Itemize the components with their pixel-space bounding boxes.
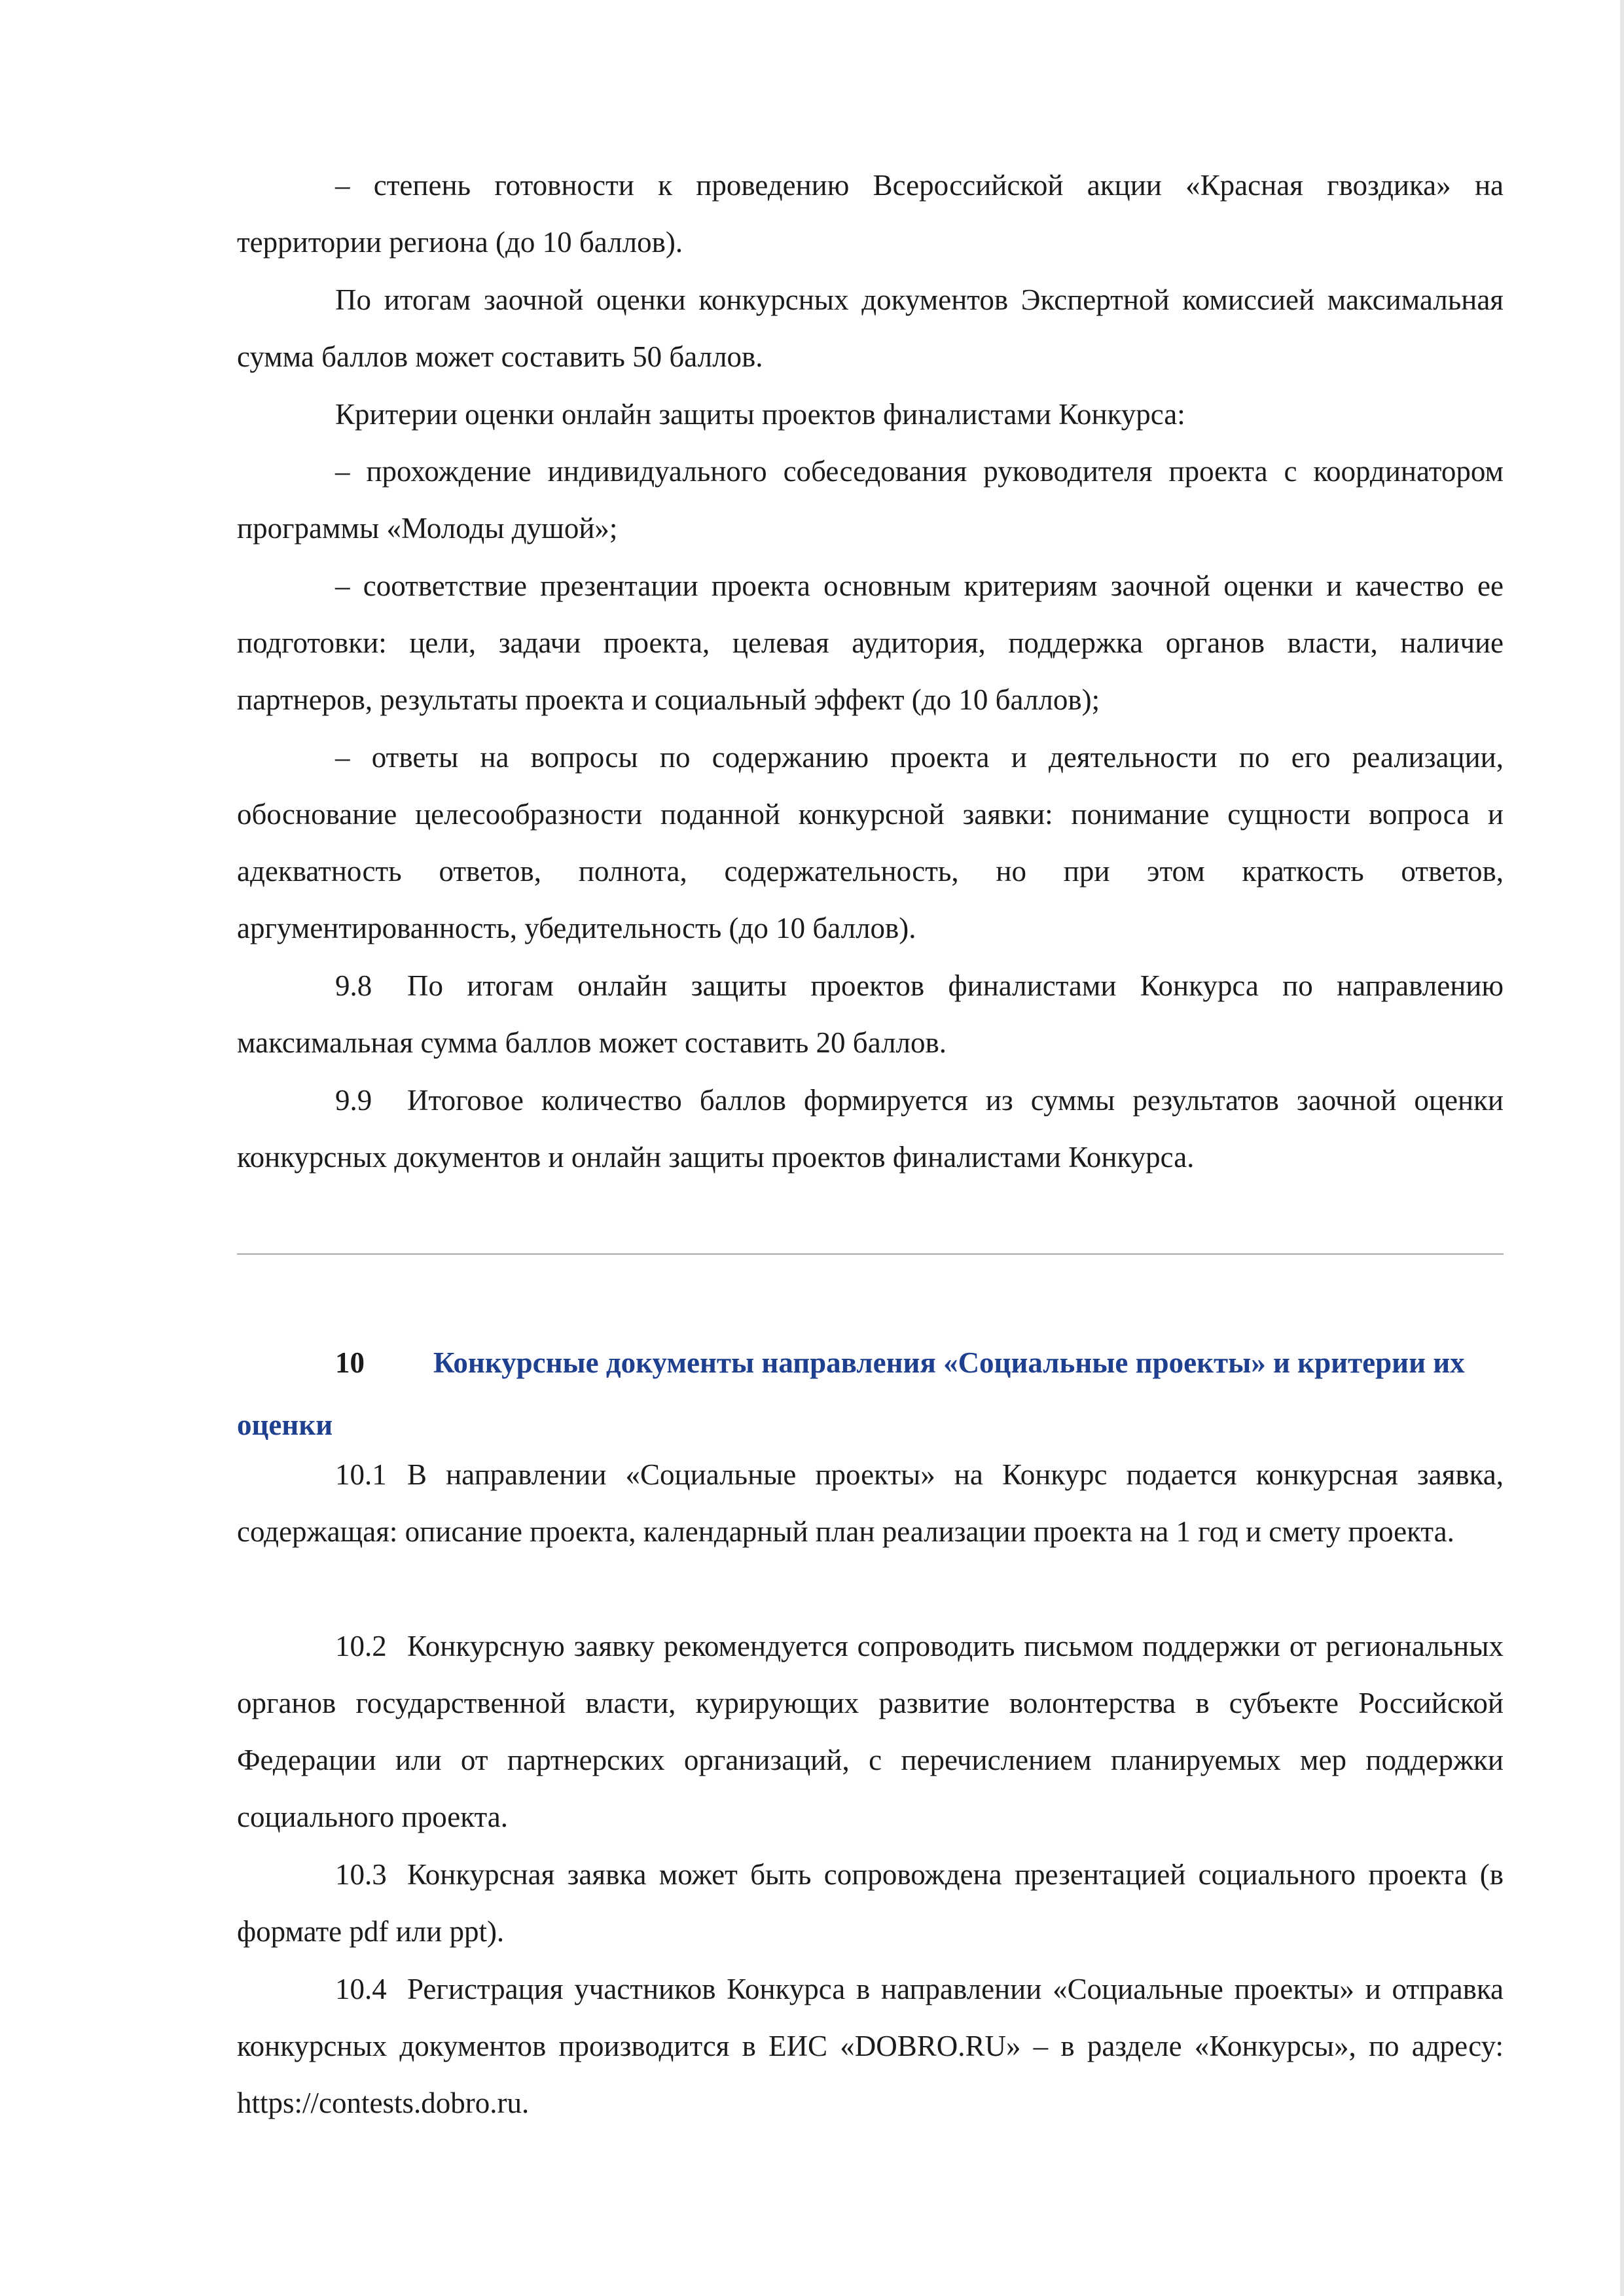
item-number: 9.9 [335, 1084, 372, 1117]
item-10-3 [237, 1846, 1504, 1960]
item-10-1 [237, 1446, 1504, 1560]
item-text: В направлении «Социальные проекты» на Конкурс подается конкурсная заявка, содержащая: описание проекта, календарный план реализации проекта на 1 год и смету проекта. [237, 1458, 1504, 1548]
item-9-8 [237, 958, 1504, 1071]
item-number: 9.8 [335, 969, 372, 1002]
paragraph-criterion-answers: – ответы на вопросы по содержанию проекта и деятельности по его реализации, обоснование целесообразности поданной конкурсной заявки: понимание сущности вопроса и адекватность ответов, полнота, содержательность, но при этом краткость ответов, аргументированность, убедительность (до 10 баллов). [237, 741, 1504, 944]
item-text: По итогам онлайн защиты проектов финалистами Конкурса по направлению максимальная сумма баллов может составить 20 баллов. [237, 969, 1504, 1059]
section-divider [237, 1253, 1504, 1255]
item-number: 10.2 [335, 1630, 387, 1662]
item-number: 10.4 [335, 1973, 387, 2005]
paragraph-criterion-red-carnation: – степень готовности к проведению Всероссийской акции «Красная гвоздика» на территории региона (до 10 баллов). [237, 169, 1504, 259]
item-number: 10.3 [335, 1858, 387, 1891]
paragraph-max-score-50: По итогам заочной оценки конкурсных документов Экспертной комиссией максимальная сумма баллов может составить 50 баллов. [237, 283, 1504, 373]
paragraph-criterion-interview: – прохождение индивидуального собеседования руководителя проекта с координатором программы «Молоды душой»; [237, 455, 1504, 545]
section-title: Конкурсные документы направления «Социальные проекты» и критерии их оценки [237, 1346, 1465, 1441]
section-heading [237, 1332, 1504, 1456]
item-text: Итоговое количество баллов формируется из суммы результатов заочной оценки конкурсных документов и онлайн защиты проектов финалистами Конкурса. [237, 1084, 1504, 1174]
item-10-4 [237, 1961, 1504, 2132]
item-10-2 [237, 1618, 1504, 1846]
item-text: Регистрация участников Конкурса в направлении «Социальные проекты» и отправка конкурсных документов производится в ЕИС «DOBRO.RU» – в разделе «Конкурсы», по адресу: https://contests.dobro.ru. [237, 1973, 1504, 2119]
item-number: 10.1 [335, 1458, 387, 1491]
item-text: Конкурсную заявку рекомендуется сопроводить письмом поддержки от региональных органов государственной власти, курирующих развитие волонтерства в субъекте Российской Федерации или от партнерских организаций, с перечислением планируемых мер поддержки социального проекта. [237, 1630, 1504, 1833]
paragraph-online-criteria-intro: Критерии оценки онлайн защиты проектов финалистами Конкурса: [335, 398, 1185, 431]
scan-edge [1620, 0, 1624, 2296]
item-9-9 [237, 1072, 1504, 1186]
item-text: Конкурсная заявка может быть сопровождена презентацией социального проекта (в формате pdf или ppt). [237, 1858, 1504, 1948]
paragraph-criterion-presentation: – соответствие презентации проекта основным критериям заочной оценки и качество ее подготовки: цели, задачи проекта, целевая аудитория, поддержка органов власти, наличие партнеров, результаты проекта и социальный эффект (до 10 баллов); [237, 569, 1504, 716]
section-number: 10 [335, 1346, 365, 1379]
